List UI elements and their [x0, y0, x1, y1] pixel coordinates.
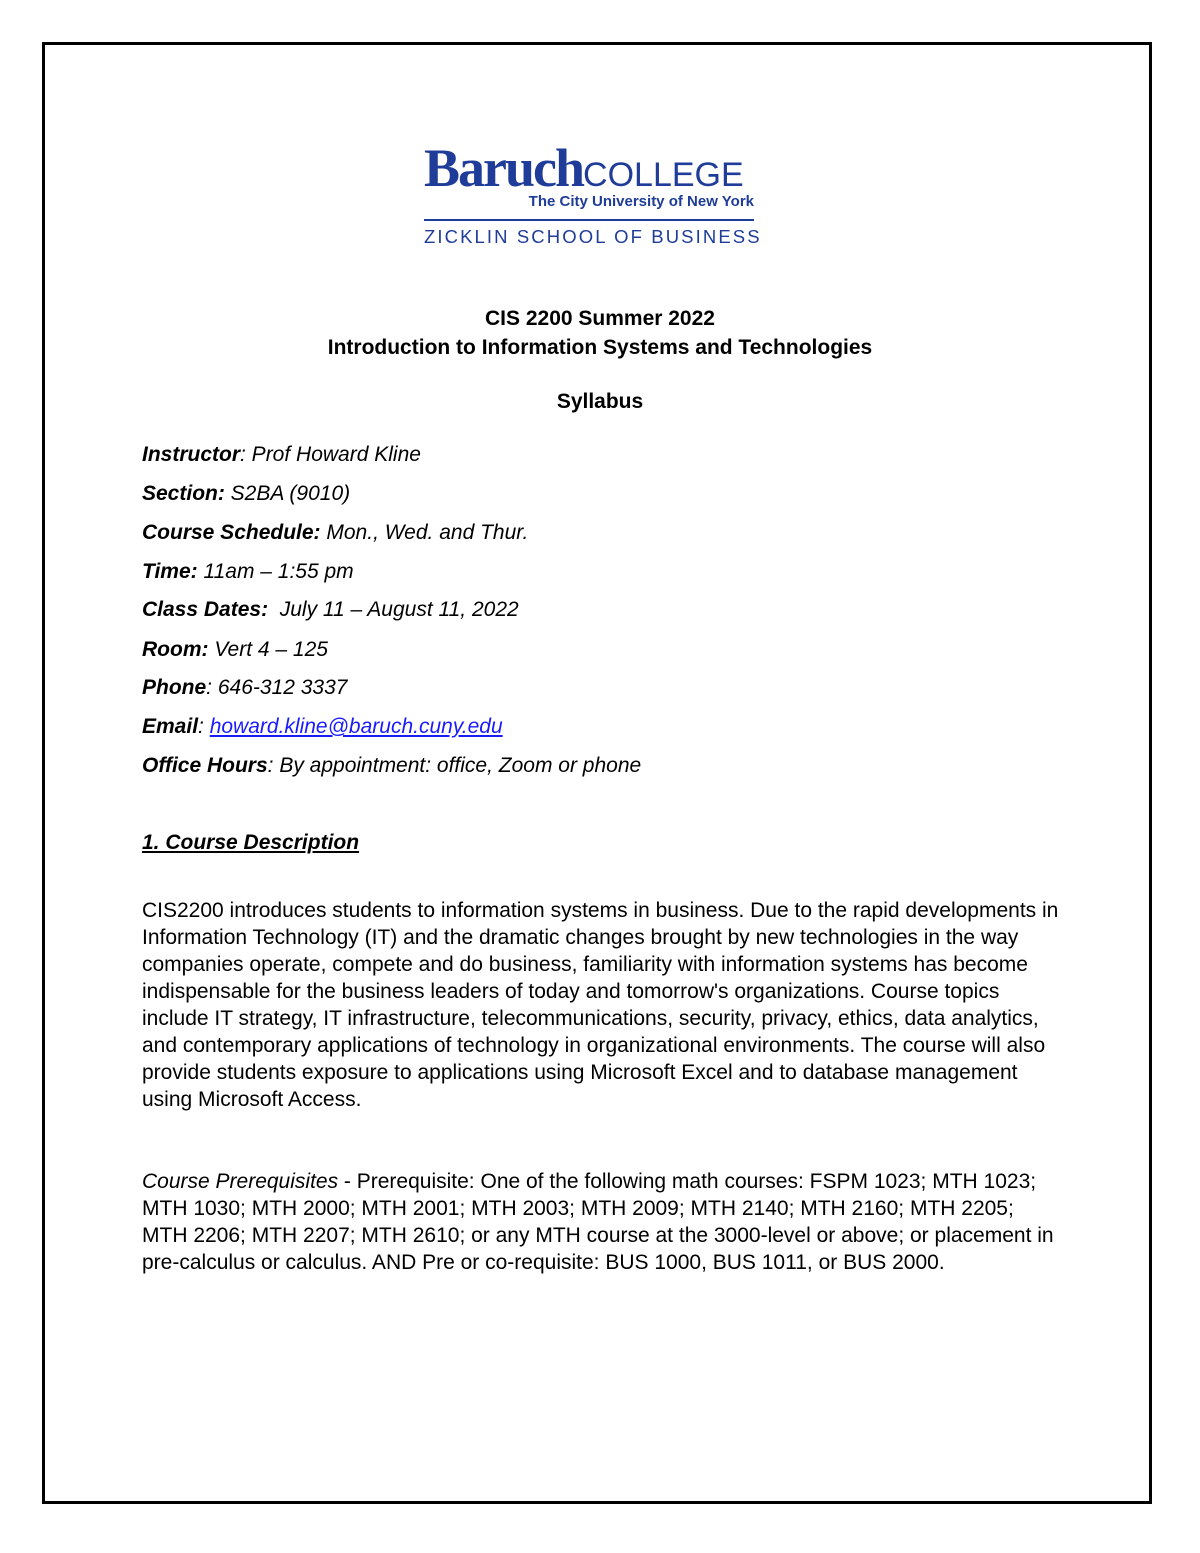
- course-description-paragraph: CIS2200 introduces students to information systems in business. Due to the rapid developments in Information Technology (IT) and the dramatic changes brought by new technologies in the way companies operate, compete and do business, familiarity with information systems has become indispensable for the business leaders of today and tomorrow's organizations. Course topics include IT strategy, IT infrastructure, telecommunications, security, privacy, ethics, data analytics, and contemporary applications of technology in organizational environments. The course will also provide students exposure to applications using Microsoft Excel and to database management using Microsoft Access.: [142, 899, 1059, 1111]
- time-line: [142, 559, 354, 585]
- office-hours-value: : By appointment: office, Zoom or phone: [267, 754, 642, 777]
- time-label: Time:: [142, 560, 198, 583]
- email-link[interactable]: howard.kline@baruch.cuny.edu: [209, 715, 503, 738]
- office-hours-line: [142, 753, 641, 779]
- logo-college-text: COLLEGE: [583, 156, 744, 194]
- baruch-college-logo: [424, 138, 762, 250]
- logo-divider: [424, 219, 754, 221]
- phone-line: [142, 675, 347, 701]
- section-label: Section:: [142, 482, 225, 505]
- email-label: Email: [142, 715, 199, 738]
- logo-wordmark: [424, 140, 744, 196]
- instructor-label: Instructor: [142, 443, 241, 466]
- syllabus-heading: Syllabus: [556, 390, 644, 413]
- logo-baruch-text: Baruch: [424, 138, 584, 198]
- class-dates-value: July 11 – August 11, 2022: [268, 598, 519, 621]
- section-line: [142, 481, 350, 507]
- prerequisites-label: Course Prerequisites: [142, 1170, 339, 1193]
- schedule-value: Mon., Wed. and Thur.: [320, 521, 529, 544]
- prerequisites-text: - Prerequisite: One of the following math courses: FSPM 1023; MTH 1023; MTH 1030; MTH 2000; MTH 2001; MTH 2003; MTH 2009; MTH 2140; MTH 2160; MTH 2205; MTH 2206; MTH 2207; MTH 2610; or any MTH course at the 3000-level or above; or placement in pre-calculus or calculus. AND Pre or co-requisite: BUS 1000, BUS 1011, or BUS 2000.: [142, 1170, 1054, 1274]
- instructor-line: [142, 442, 421, 468]
- phone-label: Phone: [142, 676, 207, 699]
- time-value: 11am – 1:55 pm: [197, 560, 354, 583]
- section-heading-course-description: 1. Course Description: [142, 831, 360, 854]
- instructor-value: : Prof Howard Kline: [240, 443, 421, 466]
- schedule-line: [142, 520, 528, 546]
- schedule-label: Course Schedule:: [142, 521, 321, 544]
- class-dates-label: Class Dates:: [142, 598, 269, 621]
- room-line: [142, 637, 328, 663]
- logo-university-text: The City University of New York: [528, 193, 754, 210]
- course-term-title: CIS 2200 Summer 2022: [485, 307, 715, 330]
- office-hours-label: Office Hours: [142, 754, 268, 777]
- prerequisites-paragraph: [142, 1168, 1062, 1276]
- email-line: [142, 714, 503, 740]
- room-value: Vert 4 – 125: [208, 638, 328, 661]
- logo-school-text: ZICKLIN SCHOOL OF BUSINESS: [424, 226, 762, 247]
- section-value: S2BA (9010): [224, 482, 351, 505]
- phone-value: : 646-312 3337: [206, 676, 348, 699]
- class-dates-line: [142, 597, 519, 623]
- room-label: Room:: [142, 638, 209, 661]
- course-title: Introduction to Information Systems and Technologies: [327, 336, 873, 359]
- email-separator: :: [198, 715, 210, 738]
